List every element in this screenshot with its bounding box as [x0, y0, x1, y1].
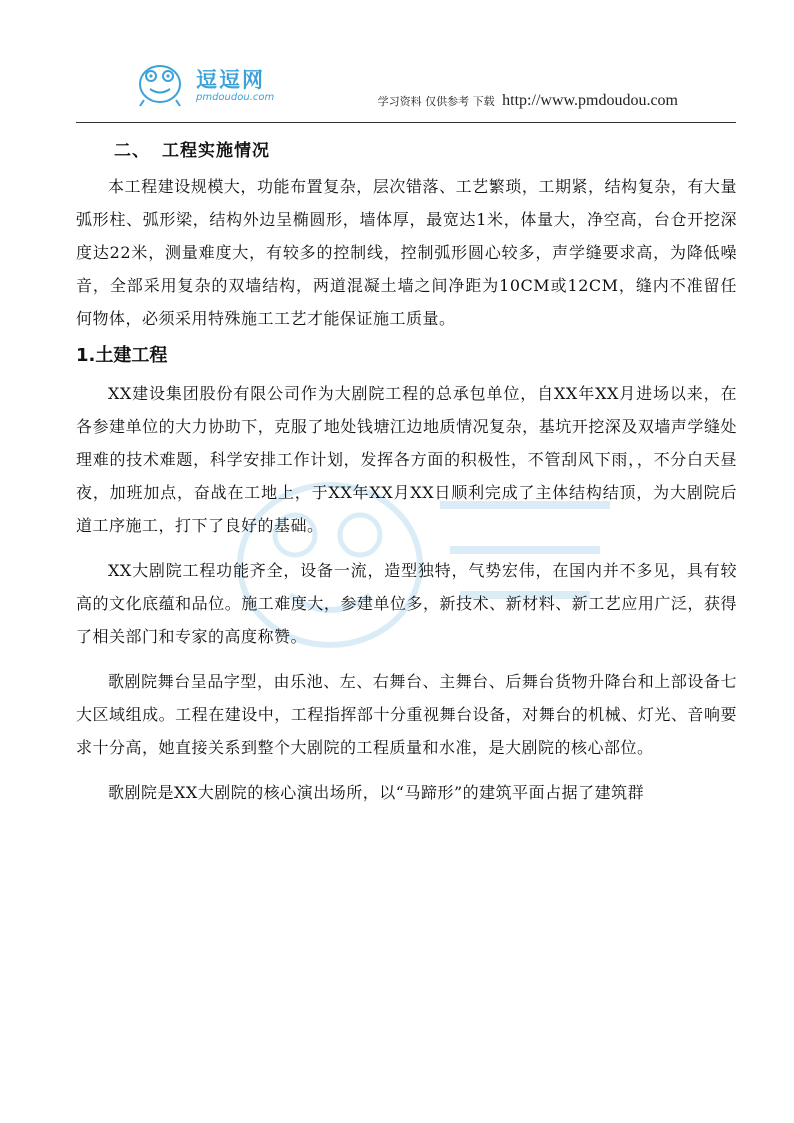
paragraph-2: XX大剧院工程功能齐全，设备一流，造型独特，气势宏伟，在国内并不多见，具有较高的文化底蕴和品位。施工难度大，参建单位多，新技术、新材料、新工艺应用广泛，获得了相关部门和专家的高度称赞。 — [76, 561, 737, 646]
header-url[interactable]: http://www.pmdoudou.com — [502, 92, 678, 109]
intro-paragraph: 本工程建设规模大，功能布置复杂，层次错落、工艺繁琐，工期紧，结构复杂，有大量弧形柱、弧形梁，结构外边呈椭圆形，墙体厚，最宽达1米，体量大，净空高，台仓开挖深度达22米，测量难度大，有较多的控制线，控制弧形圆心较多，声学缝要求高，为降低噪音，全部采用复杂的双墙结构，两道混凝土墙之间净距为10CM或12CM，缝内不准留任何物体，必须采用特殊施工工艺才能保证施工质量。 — [76, 177, 737, 328]
logo-text: 逗逗网 — [196, 68, 265, 92]
logo-subtitle: pmdoudou.com — [196, 92, 275, 103]
section-title: 工程实施情况 — [162, 141, 270, 161]
paragraph-3: 歌剧院舞台呈品字型，由乐池、左、右舞台、主舞台、后舞台货物升降台和上部设备七大区域组成。工程在建设中，工程指挥部十分重视舞台设备，对舞台的机械、灯光、音响要求十分高，她直接关系到整个大剧院的工程质量和水准，是大剧院的核心部位。 — [76, 672, 737, 757]
paragraph-1: XX建设集团股份有限公司作为大剧院工程的总承包单位，自XX年XX月进场以来，在各参建单位的大力协助下，克服了地处钱塘江边地质情况复杂，基坑开挖深及双墙声学缝处理难的技术难题，科学安排工作计划，发挥各方面的积极性，不管刮风下雨，，不分白天昼夜，加班加点，奋战在工地上，于XX年XX月XX日顺利完成了主体结构结顶，为大剧院后道工序施工，打下了良好的基础。 — [76, 384, 737, 535]
header-divider — [76, 122, 736, 123]
subsection-heading: 1.土建工程 — [76, 345, 168, 366]
paragraph-4: 歌剧院是XX大剧院的核心演出场所，以“马蹄形”的建筑平面占据了建筑群 — [108, 783, 645, 802]
document-body — [76, 128, 737, 809]
section-number: 二、 — [114, 141, 150, 161]
page-header — [72, 52, 736, 124]
section-heading — [114, 138, 737, 164]
header-caption — [378, 92, 678, 110]
header-caption-text: 学习资料 仅供参考 下载 — [377, 95, 495, 108]
